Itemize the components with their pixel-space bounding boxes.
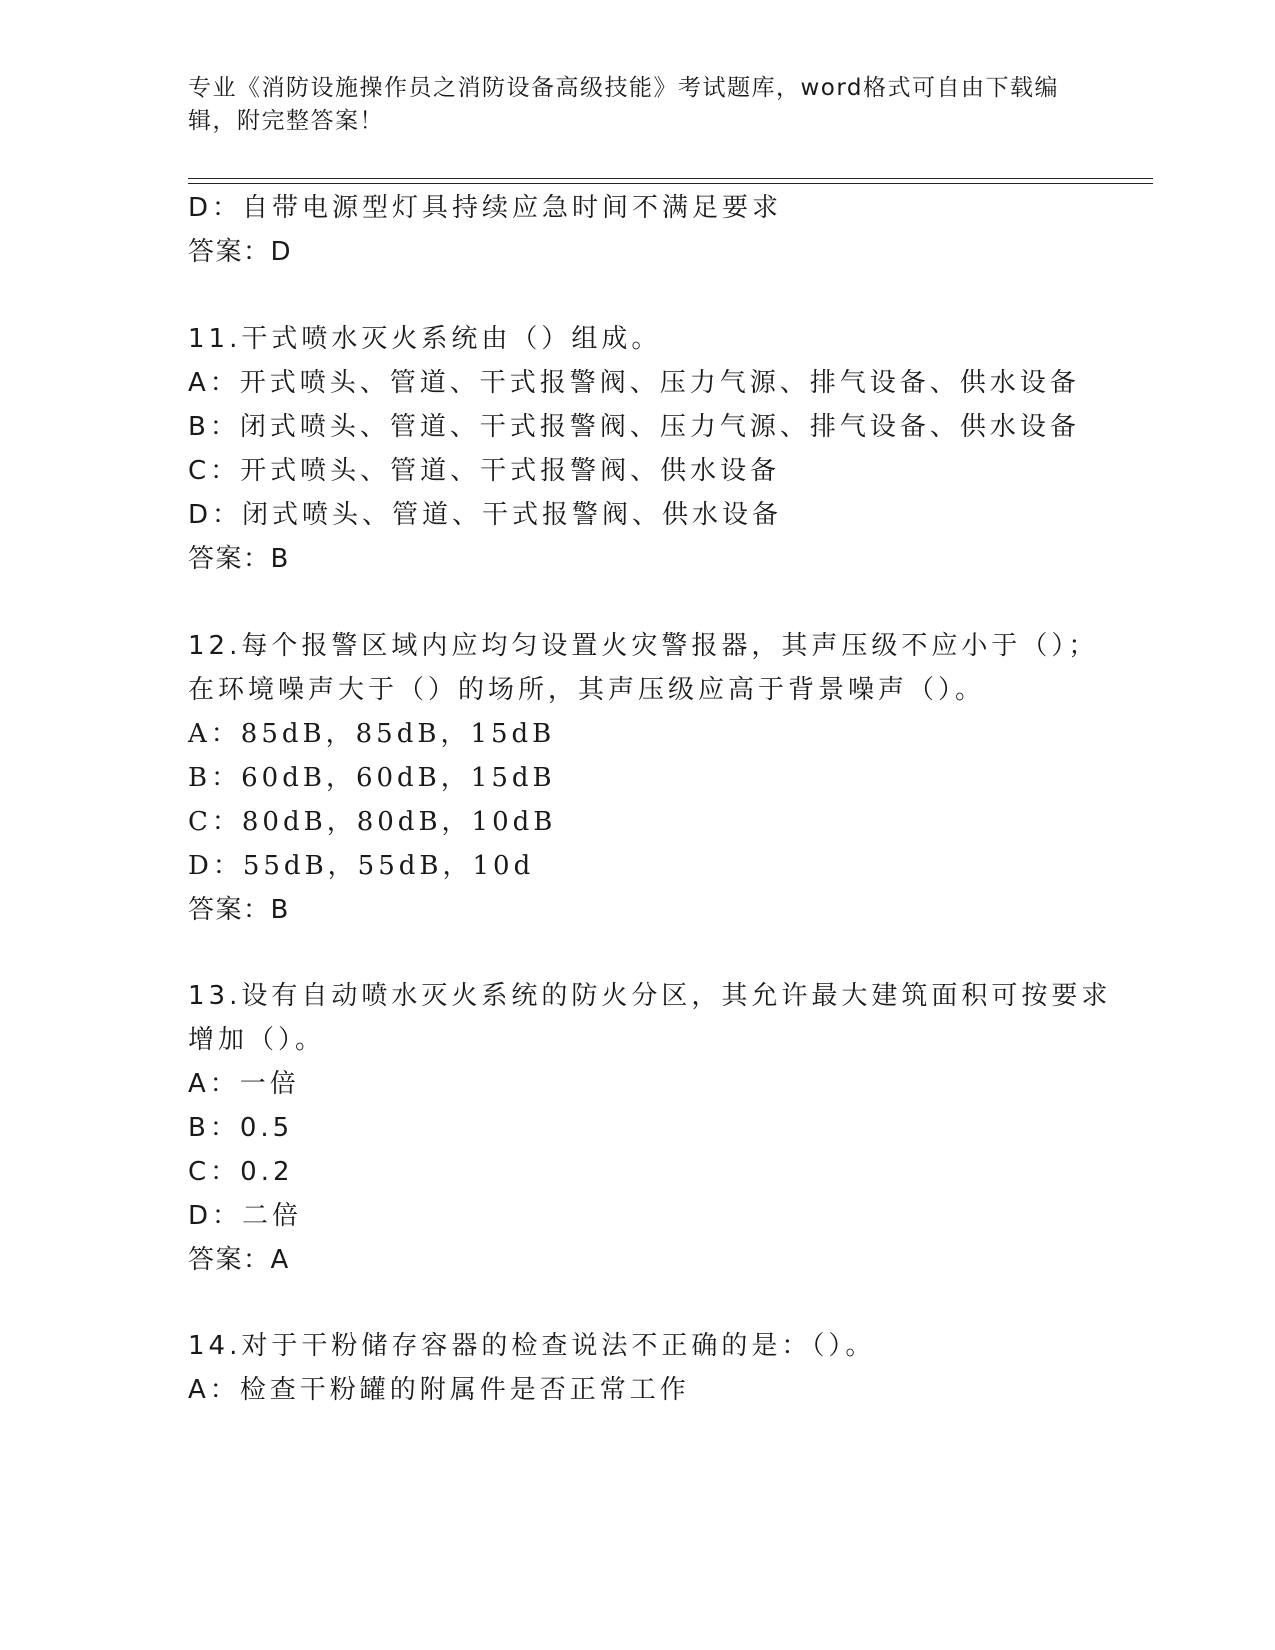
header-line-1: 专业《消防设施操作员之消防设备高级技能》考试题库，word格式可自由下载编 [188, 75, 1060, 101]
q13-answer: 答案：A [188, 1245, 290, 1275]
header-line-2: 辑，附完整答案！ [188, 108, 384, 134]
q14-option-a: A：检查干粉罐的附属件是否正常工作 [188, 1375, 690, 1405]
q13-option-b: B：0.5 [188, 1113, 294, 1143]
prev-option-d: D：自带电源型灯具持续应急时间不满足要求 [188, 193, 783, 223]
q12-option-a: A：85dB，85dB，15dB [188, 719, 556, 749]
q13-option-a: A：一倍 [188, 1069, 300, 1099]
q11-option-d: D：闭式喷头、管道、干式报警阀、供水设备 [188, 500, 783, 530]
q14-stem: 14.对于干粉储存容器的检查说法不正确的是：（）。 [188, 1331, 876, 1361]
q12-stem-line-2: 在环境噪声大于（）的场所，其声压级应高于背景噪声（）。 [188, 675, 986, 705]
q11-option-c: C：开式喷头、管道、干式报警阀、供水设备 [188, 456, 781, 486]
header-divider-top [188, 178, 1153, 179]
q13-option-c: C：0.2 [188, 1157, 294, 1187]
q13-option-d: D：二倍 [188, 1201, 303, 1231]
q12-option-b: B：60dB，60dB，15dB [188, 763, 556, 793]
q11-answer: 答案：B [188, 544, 290, 574]
q13-stem-line-1: 13.设有自动喷水灭火系统的防火分区，其允许最大建筑面积可按要求 [188, 981, 1112, 1011]
q11-option-b: B：闭式喷头、管道、干式报警阀、压力气源、排气设备、供水设备 [188, 412, 1080, 442]
q11-stem: 11.干式喷水灭火系统由（）组成。 [188, 324, 662, 354]
q12-stem-line-1: 12.每个报警区域内应均匀设置火灾警报器，其声压级不应小于（）； [188, 631, 1099, 661]
header-divider-bottom [188, 183, 1153, 184]
q11-option-a: A：开式喷头、管道、干式报警阀、压力气源、排气设备、供水设备 [188, 368, 1080, 398]
q12-option-c: C：80dB，80dB，10dB [188, 807, 557, 837]
q12-option-d: D：55dB，55dB，10d [188, 851, 535, 881]
document-header [188, 72, 1088, 138]
q12-answer: 答案：B [188, 895, 290, 925]
prev-answer: 答案：D [188, 237, 293, 267]
q13-stem-line-2: 增加（）。 [188, 1025, 326, 1055]
